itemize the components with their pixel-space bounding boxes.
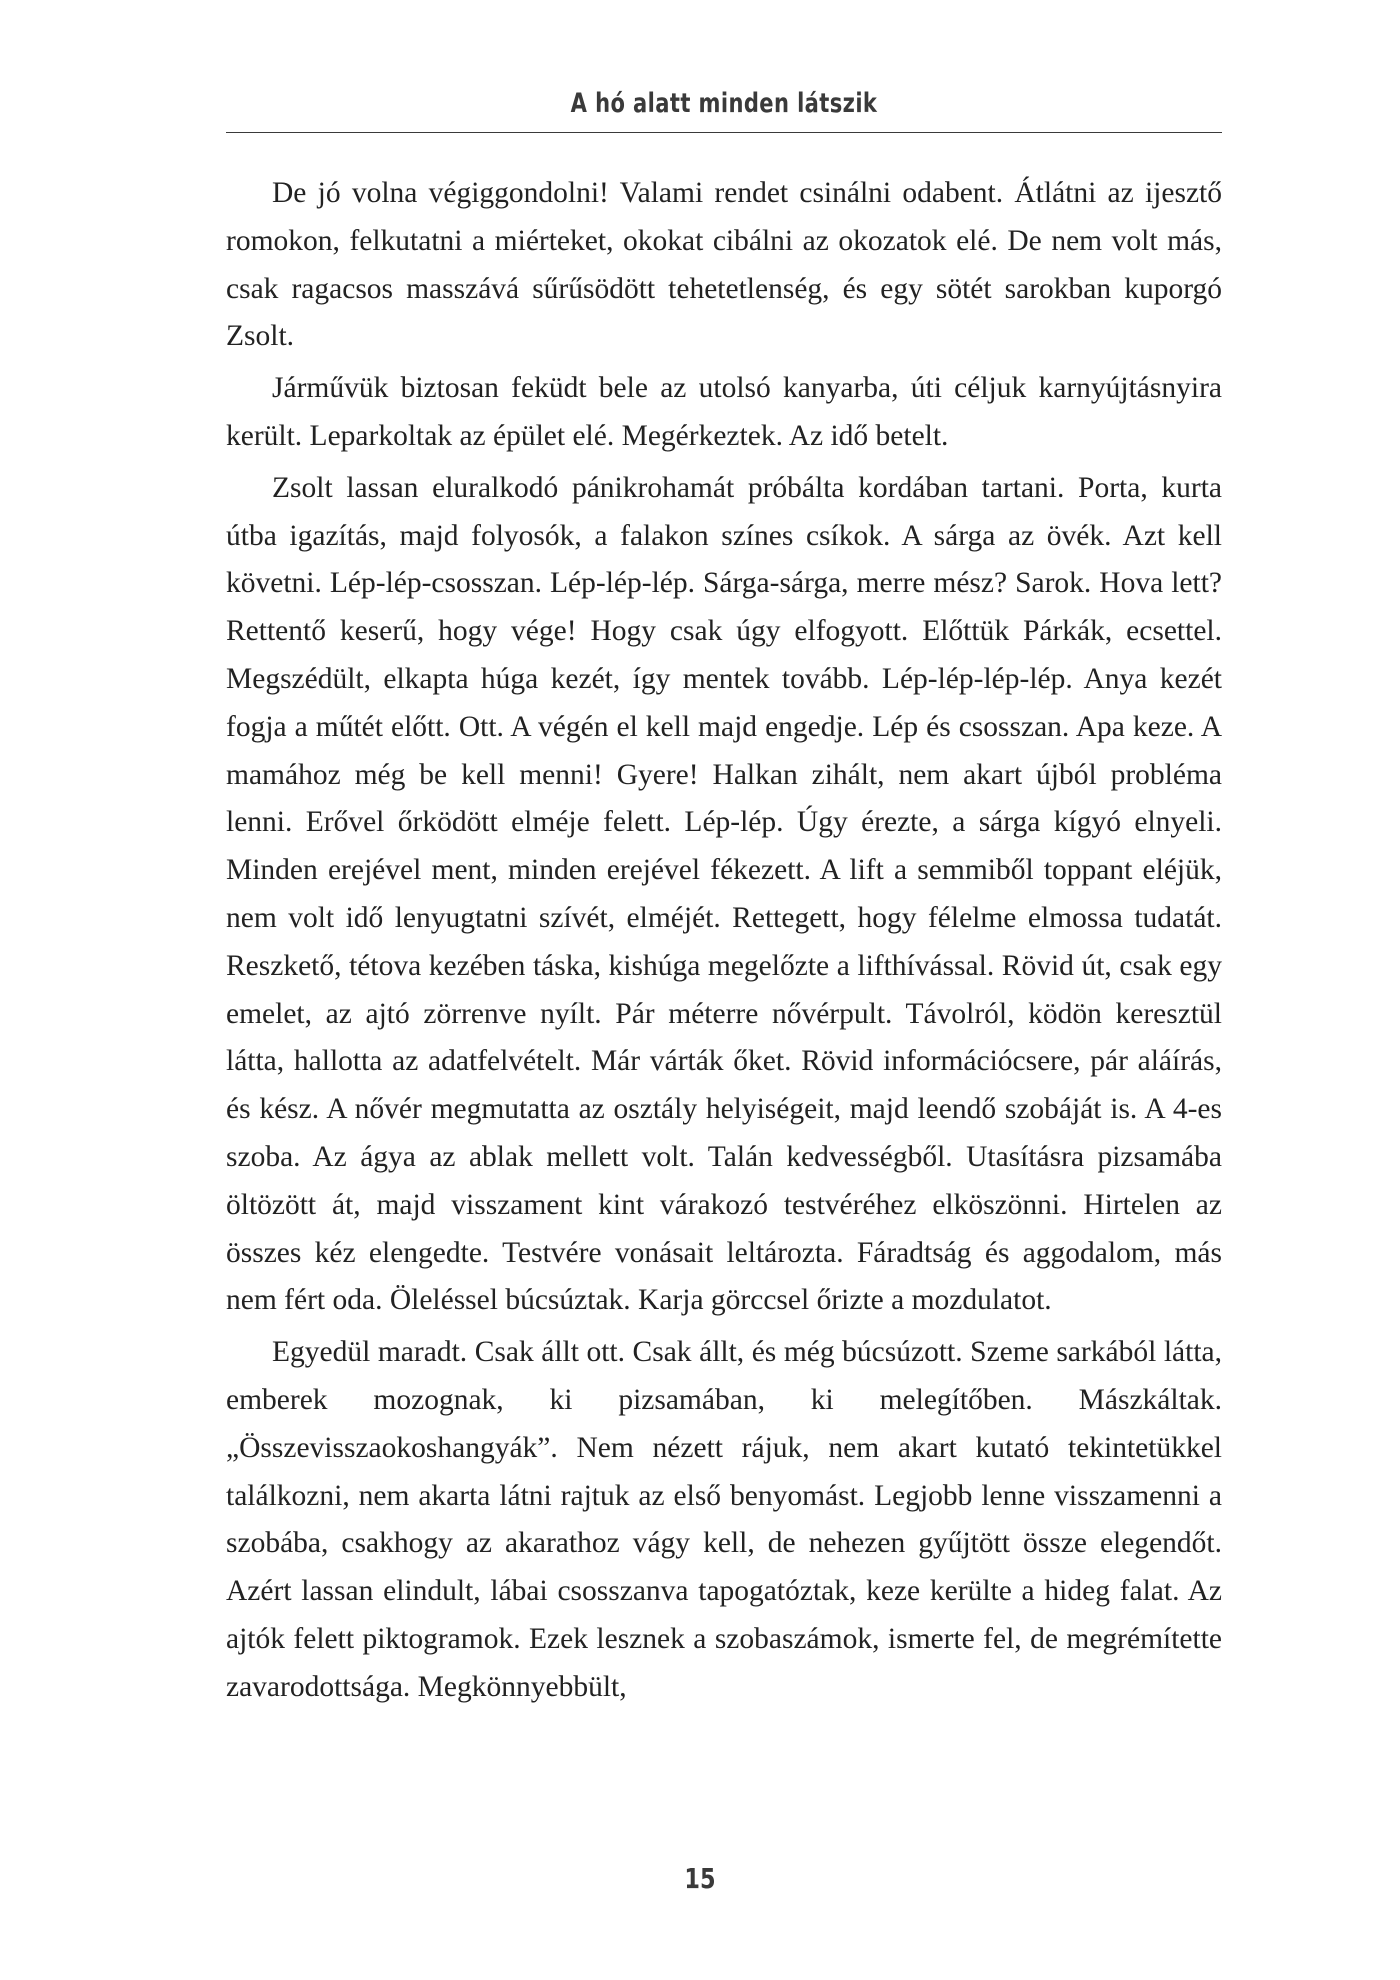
paragraph: Egyedül maradt. Csak állt ott. Csak állt, és még búcsúzott. Szeme sarkából látta, emberek mozognak, ki pizsamában, ki melegítőben. Mászkáltak. „Összevisszaokoshangyák”. Nem nézett rájuk, nem akart kutató tekintetükkel találkozni, nem akarta látni rajtuk az első benyomást. Legjobb lenne visszamenni a szobába, csakhogy az akarathoz vágy kell, de nehezen gyűjtött össze elegendőt. Azért lassan elindult, lábai csosszanva tapogatóztak, keze kerülte a hideg falat. Az ajtók felett piktogramok. Ezek lesznek a szobaszámok, ismerte fel, de megrémítette zavarodottsága. Megkönnyebbült, <box>226 1336 1222 1703</box>
header-rule <box>226 132 1222 133</box>
body-text <box>226 170 1222 1716</box>
page-number: 15 <box>684 1862 716 1895</box>
paragraph: Járművük biztosan feküdt bele az utolsó kanyarba, úti céljuk karnyújtásnyira került. Leparkoltak az épület elé. Megérkeztek. Az idő betelt. <box>226 372 1222 452</box>
running-title: A hó alatt minden látszik <box>570 88 878 119</box>
paragraph: Zsolt lassan eluralkodó pánikrohamát próbálta kordában tartani. Porta, kurta útba igazítás, majd folyosók, a falakon színes csíkok. A sárga az övék. Azt kell követni. Lép-lép-csosszan. Lép-lép-lép. Sárga-sárga, merre mész? Sarok. Hova lett? Rettentő keserű, hogy vége! Hogy csak úgy elfogyott. Előttük Párkák, ecsettel. Megszédült, elkapta húga kezét, így mentek tovább. Lép-lép-lép-lép. Anya kezét fogja a műtét előtt. Ott. A végén el kell majd engedje. Lép és csosszan. Apa keze. A mamához még be kell menni! Gyere! Halkan zihált, nem akart újból probléma lenni. Erővel őrködött elméje felett. Lép-lép. Úgy érezte, a sárga kígyó elnyeli. Minden erejével ment, minden erejével fékezett. A lift a semmiből toppant eléjük, nem volt idő lenyugtatni szívét, elméjét. Rettegett, hogy félelme elmossa tudatát. Reszkető, tétova kezében táska, kishúga megelőzte a lifthívással. Rövid út, csak egy emelet, az ajtó zörrenve nyílt. Pár méterre nővérpult. Távolról, ködön keresztül látta, hallotta az adatfelvételt. Már várták őket. Rövid információcsere, pár aláírás, és kész. A nővér megmutatta az osztály helyiségeit, majd leendő szobáját is. A 4-es szoba. Az ágya az ablak mellett volt. Talán kedvességből. Utasításra pizsamába öltözött át, majd visszament kint várakozó testvéréhez elköszönni. Hirtelen az összes kéz elengedte. Testvére vonásait leltározta. Fáradtság és aggodalom, más nem fért oda. Öleléssel búcsúztak. Karja görccsel őrizte a mozdulatot. <box>226 471 1222 1317</box>
paragraph: De jó volna végiggondolni! Valami rendet csinálni odabent. Átlátni az ijesztő romokon, felkutatni a miérteket, okokat cibálni az okozatok elé. De nem volt más, csak ragacsos masszává sűrűsödött tehetetlenség, és egy sötét sarokban kuporgó Zsolt. <box>226 177 1222 353</box>
